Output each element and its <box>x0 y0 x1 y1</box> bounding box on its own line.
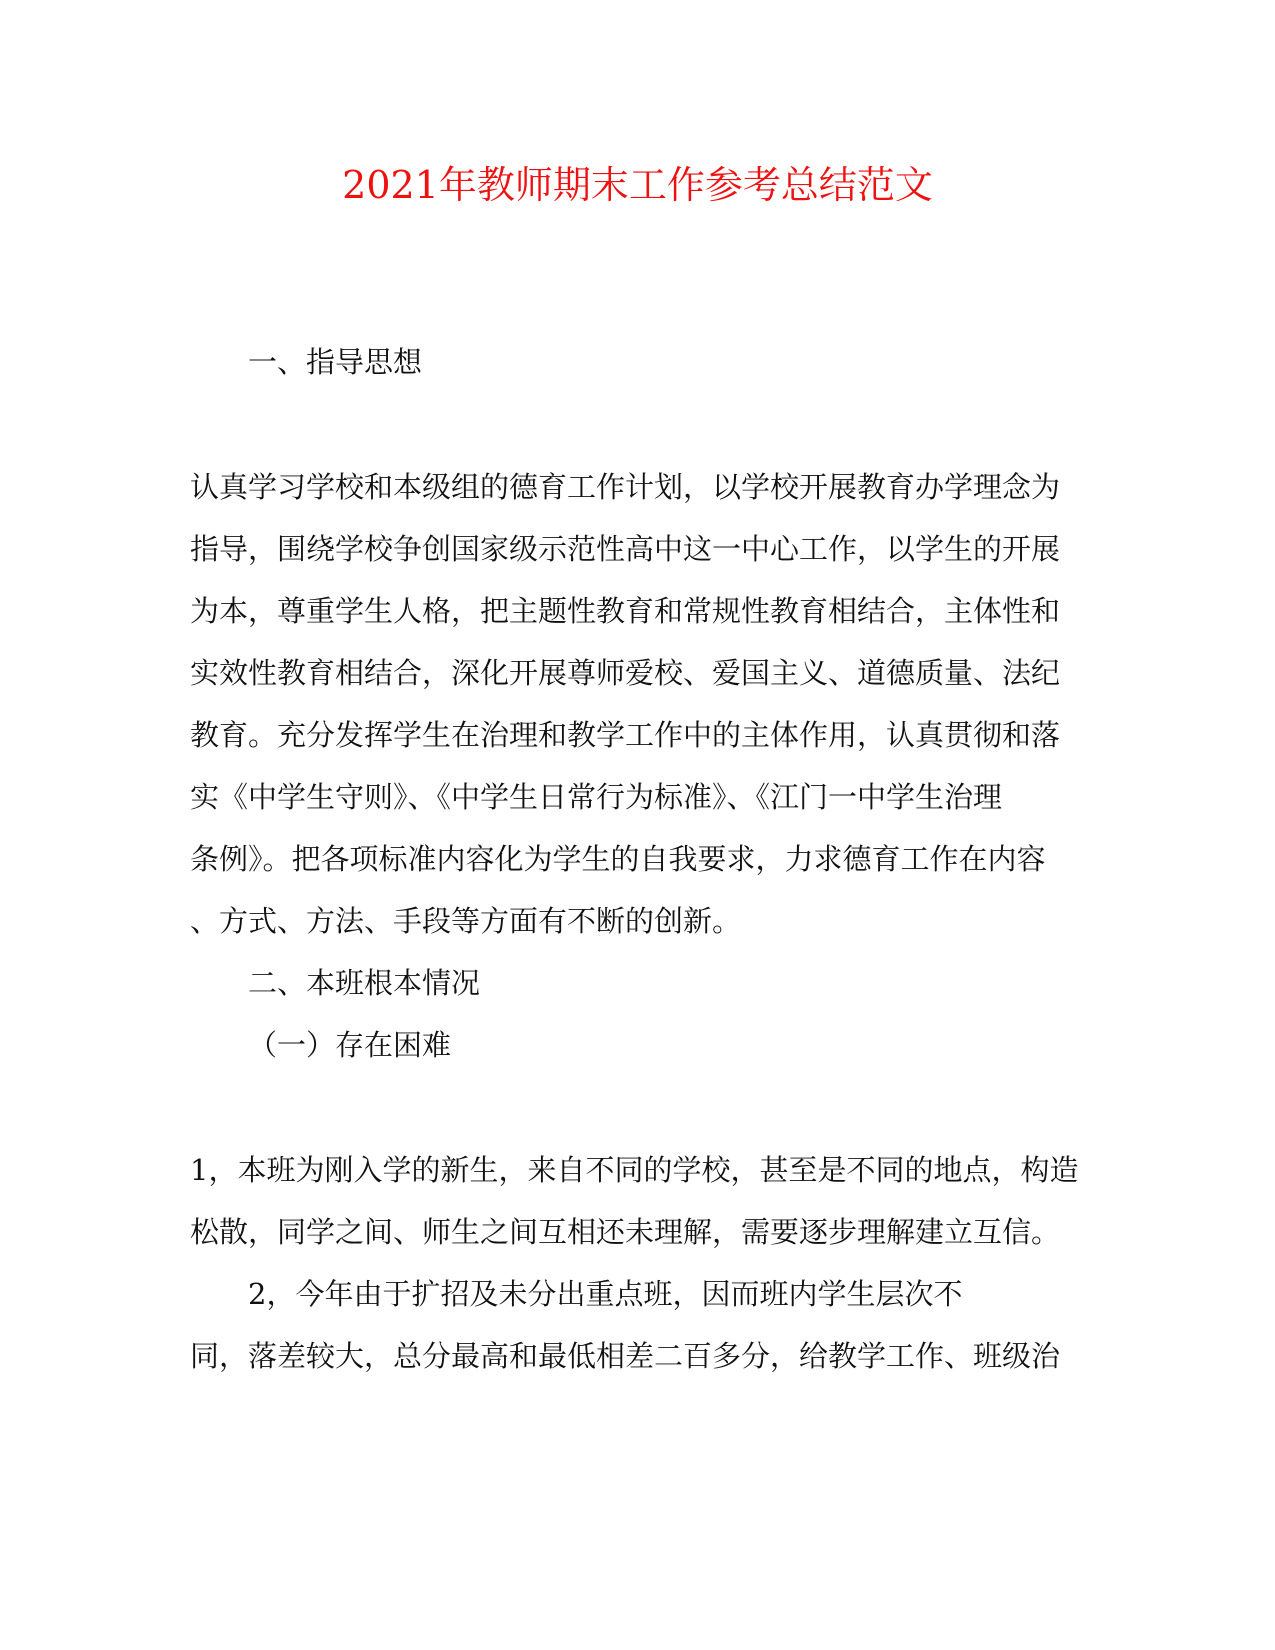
document-title: 2021年教师期末工作参考总结范文 <box>342 163 933 207</box>
paragraph-line: 条例》。把各项标准内容化为学生的自我要求，力求德育工作在内容 <box>190 842 1046 876</box>
paragraph-line: 实《中学生守则》、《中学生日常行为标准》、《江门一中学生治理 <box>190 780 1003 814</box>
paragraph-line: 指导，围绕学校争创国家级示范性高中这一中心工作，以学生的开展 <box>190 532 1061 566</box>
subheading-difficulties: （一）存在困难 <box>248 1028 452 1062</box>
paragraph-line: 教育。充分发挥学生在治理和教学工作中的主体作用，认真贯彻和落 <box>190 718 1061 752</box>
list-item-line: 松散，同学之间、师生之间互相还未理解，需要逐步理解建立互信。 <box>190 1215 1061 1249</box>
paragraph-line: 、方式、方法、手段等方面有不断的创新。 <box>190 904 742 938</box>
paragraph-line: 为本，尊重学生人格，把主题性教育和常规性教育相结合，主体性和 <box>190 594 1061 628</box>
paragraph-line: 实效性教育相结合，深化开展尊师爱校、爱国主义、道德质量、法纪 <box>190 656 1061 690</box>
list-item-line: 2，今年由于扩招及未分出重点班，因而班内学生层次不 <box>248 1277 963 1311</box>
list-item-line: 1，本班为刚入学的新生，来自不同的学校，甚至是不同的地点，构造 <box>190 1153 1079 1187</box>
list-item-line: 同，落差较大，总分最高和最低相差二百多分，给教学工作、班级治 <box>190 1339 1061 1373</box>
section-heading-guiding-ideology: 一、指导思想 <box>248 345 423 379</box>
section-heading-class-situation: 二、本班根本情况 <box>248 966 481 1000</box>
paragraph-line: 认真学习学校和本级组的德育工作计划，以学校开展教育办学理念为 <box>190 470 1061 504</box>
